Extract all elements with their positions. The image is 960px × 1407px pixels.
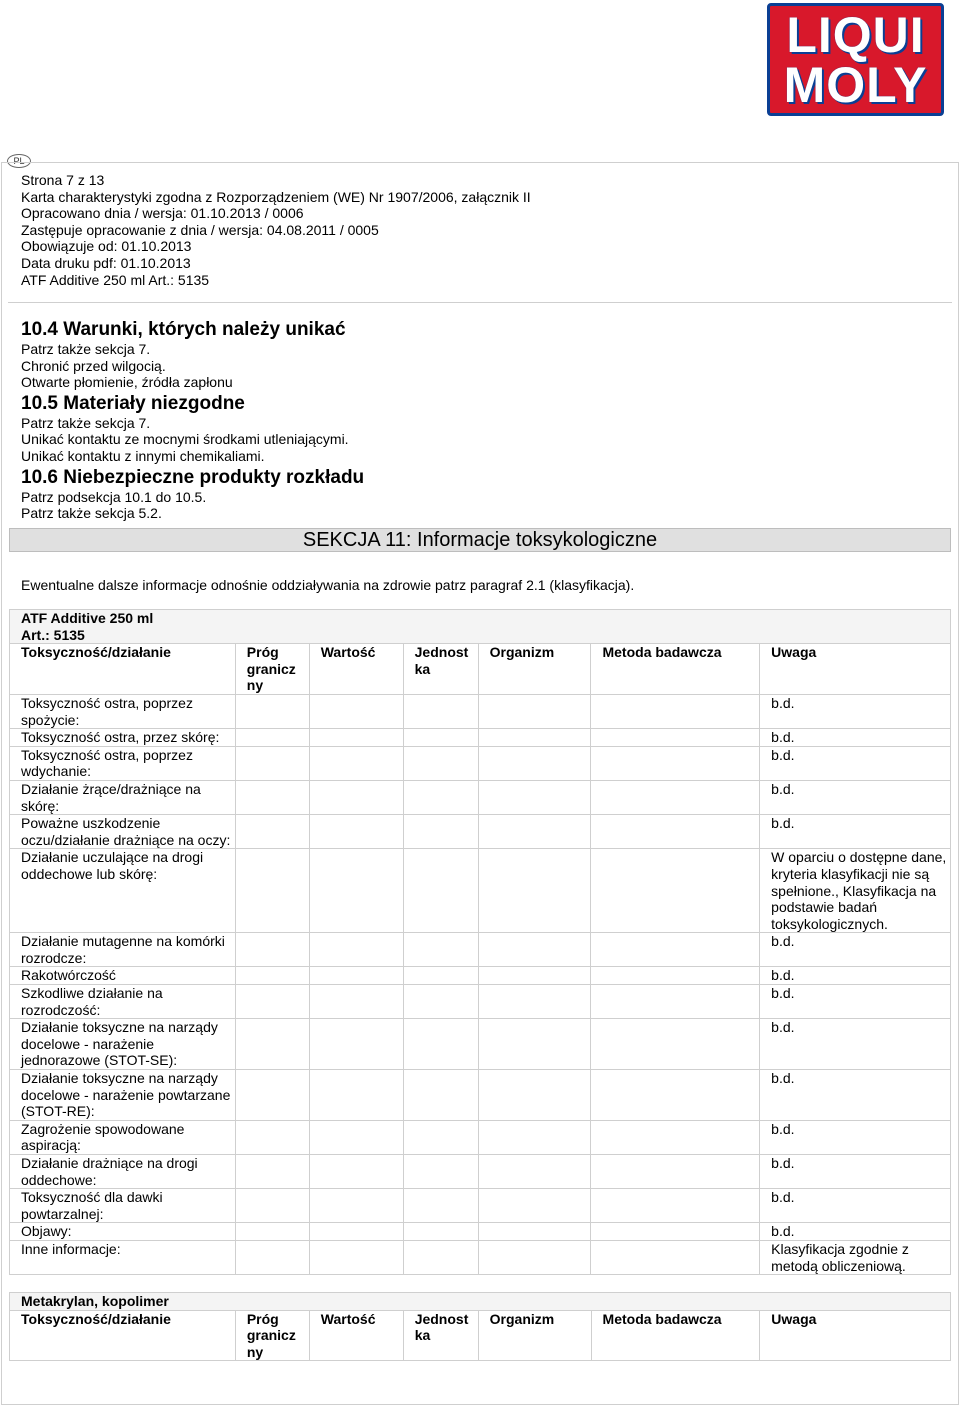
replaces-version: Zastępuje opracowanie z dnia / wersja: 04.08.2011 / 0005	[21, 221, 379, 238]
print-date: Data druku pdf: 01.10.2013	[21, 254, 191, 271]
liqui-moly-logo	[767, 3, 944, 116]
empty-cell	[478, 985, 591, 1019]
table-row	[10, 729, 951, 747]
empty-cell	[235, 780, 309, 814]
empty-cell	[478, 746, 591, 780]
empty-cell	[478, 1070, 591, 1121]
effect-cell: Rakotwórczość	[10, 967, 236, 985]
empty-cell	[403, 694, 478, 728]
section-11-title-bar	[9, 528, 951, 552]
col-unit: Jednost ka	[403, 644, 478, 695]
empty-cell	[403, 933, 478, 967]
empty-cell	[591, 815, 760, 849]
effect-cell: Toksyczność ostra, poprzez spożycie:	[10, 694, 236, 728]
table-row	[10, 1189, 951, 1223]
remark-cell: b.d.	[760, 967, 951, 985]
empty-cell	[478, 780, 591, 814]
empty-cell	[235, 1070, 309, 1121]
product-name-line: ATF Additive 250 ml	[21, 610, 154, 626]
effect-cell: Toksyczność dla dawki powtarzalnej:	[10, 1189, 236, 1223]
section-title: Warunki, których należy unikać	[63, 319, 346, 340]
section-text: Patrz także sekcja 7.	[21, 341, 151, 357]
effect-cell: Działanie uczulające na drogi oddechowe lub skórę:	[10, 849, 236, 933]
empty-cell	[403, 1240, 478, 1274]
col-remark: Uwaga	[760, 644, 951, 695]
col-method: Metoda badawcza	[591, 644, 760, 695]
col-threshold: Próg granicz ny	[235, 644, 309, 695]
remark-cell: b.d.	[760, 1019, 951, 1070]
empty-cell	[478, 1019, 591, 1070]
table-row	[10, 746, 951, 780]
empty-cell	[478, 729, 591, 747]
section-number: 10.6	[21, 466, 58, 488]
col-threshold: Próg granicz ny	[235, 1310, 309, 1361]
remark-cell: b.d.	[760, 1189, 951, 1223]
empty-cell	[478, 1240, 591, 1274]
section-title: Niebezpieczne produkty rozkładu	[63, 466, 365, 488]
table-row	[10, 849, 951, 933]
empty-cell	[235, 815, 309, 849]
remark-cell: b.d.	[760, 729, 951, 747]
toxicology-table-component	[9, 1292, 951, 1361]
empty-cell	[309, 1155, 403, 1189]
component-name	[10, 1293, 951, 1311]
section-title: Materiały niezgodne	[63, 392, 245, 414]
empty-cell	[235, 933, 309, 967]
remark-cell: Klasyfikacja zgodnie z metodą obliczeniową.	[760, 1240, 951, 1274]
section-number: 10.5	[21, 392, 58, 414]
logo-line2: MOLY	[783, 56, 928, 113]
table-row	[10, 1240, 951, 1274]
col-unit: Jednost ka	[403, 1310, 478, 1361]
empty-cell	[309, 694, 403, 728]
empty-cell	[235, 1223, 309, 1241]
effect-cell: Szkodliwe działanie na rozrodczość:	[10, 985, 236, 1019]
table-header-row	[10, 644, 951, 695]
effect-cell: Działanie mutagenne na komórki rozrodcze:	[10, 933, 236, 967]
section-10-5-heading	[21, 393, 364, 415]
empty-cell	[235, 1189, 309, 1223]
section-text: Patrz podsekcja 10.1 do 10.5.	[21, 488, 207, 505]
empty-cell	[591, 1120, 760, 1154]
table-row	[10, 1155, 951, 1189]
empty-cell	[403, 849, 478, 933]
empty-cell	[403, 985, 478, 1019]
effect-cell: Działanie toksyczne na narządy docelowe - narażenie jednorazowe (STOT-SE):	[10, 1019, 236, 1070]
effect-cell: Objawy:	[10, 1223, 236, 1241]
valid-from: Obowiązuje od: 01.10.2013	[21, 238, 192, 255]
empty-cell	[591, 985, 760, 1019]
remark-cell: b.d.	[760, 933, 951, 967]
empty-cell	[478, 1120, 591, 1154]
section-11-note: Ewentualne dalsze informacje odnośnie oddziaływania na zdrowie patrz paragraf 2.1 (klasyfikacja).	[21, 577, 635, 593]
empty-cell	[309, 967, 403, 985]
remark-cell: b.d.	[760, 780, 951, 814]
empty-cell	[403, 1223, 478, 1241]
empty-cell	[591, 1223, 760, 1241]
empty-cell	[591, 933, 760, 967]
empty-cell	[235, 985, 309, 1019]
col-method: Metoda badawcza	[591, 1310, 760, 1361]
table-row	[10, 1070, 951, 1121]
empty-cell	[591, 1070, 760, 1121]
section-text: Patrz także sekcja 5.2.	[21, 505, 162, 522]
effect-cell: Toksyczność ostra, przez skórę:	[10, 729, 236, 747]
section-number: 10.4	[21, 319, 58, 340]
section-text: Chronić przed wilgocią.	[21, 357, 166, 374]
section-10-4-heading	[21, 319, 364, 341]
empty-cell	[403, 815, 478, 849]
table-header-row	[10, 1310, 951, 1361]
header-divider	[8, 302, 952, 303]
remark-cell: b.d.	[760, 815, 951, 849]
page-number: Strona 7 z 13	[21, 172, 105, 188]
product-article-line: Art.: 5135	[21, 626, 85, 643]
col-effect: Toksyczność/działanie	[10, 1310, 236, 1361]
empty-cell	[403, 746, 478, 780]
empty-cell	[309, 1189, 403, 1223]
empty-cell	[403, 1070, 478, 1121]
effect-cell: Toksyczność ostra, poprzez wdychanie:	[10, 746, 236, 780]
table-row	[10, 1120, 951, 1154]
empty-cell	[235, 746, 309, 780]
document-title: Karta charakterystyki zgodna z Rozporządzeniem (WE) Nr 1907/2006, załącznik II	[21, 188, 531, 205]
section-10	[21, 317, 364, 522]
empty-cell	[591, 729, 760, 747]
empty-cell	[235, 1240, 309, 1274]
empty-cell	[591, 694, 760, 728]
remark-cell: b.d.	[760, 1223, 951, 1241]
component-name-line: Metakrylan, kopolimer	[21, 1293, 169, 1309]
empty-cell	[235, 1019, 309, 1070]
empty-cell	[478, 1189, 591, 1223]
empty-cell	[403, 1120, 478, 1154]
remark-cell: b.d.	[760, 1120, 951, 1154]
empty-cell	[235, 1155, 309, 1189]
section-10-6-heading	[21, 467, 364, 489]
empty-cell	[591, 967, 760, 985]
empty-cell	[478, 815, 591, 849]
empty-cell	[403, 780, 478, 814]
table-row	[10, 1223, 951, 1241]
effect-cell: Inne informacje:	[10, 1240, 236, 1274]
remark-cell: b.d.	[760, 1155, 951, 1189]
effect-cell: Działanie żrące/drażniące na skórę:	[10, 780, 236, 814]
effect-cell: Poważne uszkodzenie oczu/działanie drażniące na oczy:	[10, 815, 236, 849]
table-row	[10, 933, 951, 967]
remark-cell: b.d.	[760, 746, 951, 780]
empty-cell	[591, 780, 760, 814]
empty-cell	[235, 967, 309, 985]
prepared-date: Opracowano dnia / wersja: 01.10.2013 / 0006	[21, 205, 304, 222]
empty-cell	[309, 1240, 403, 1274]
empty-cell	[309, 1120, 403, 1154]
remark-cell: W oparciu o dostępne dane, kryteria klasyfikacji nie są spełnione., Klasyfikacja na podstawie badań toksykologicznych.	[760, 849, 951, 933]
empty-cell	[591, 1189, 760, 1223]
product-header-row	[10, 610, 951, 644]
empty-cell	[403, 1155, 478, 1189]
logo-line1: LIQUI	[786, 6, 925, 63]
table-row	[10, 985, 951, 1019]
empty-cell	[403, 1189, 478, 1223]
component-header-row	[10, 1293, 951, 1311]
empty-cell	[403, 729, 478, 747]
empty-cell	[478, 1223, 591, 1241]
empty-cell	[309, 933, 403, 967]
empty-cell	[591, 1240, 760, 1274]
effect-cell: Zagrożenie spowodowane aspiracją:	[10, 1120, 236, 1154]
empty-cell	[309, 849, 403, 933]
empty-cell	[478, 1155, 591, 1189]
empty-cell	[403, 967, 478, 985]
col-value: Wartość	[309, 644, 403, 695]
empty-cell	[309, 1070, 403, 1121]
empty-cell	[235, 694, 309, 728]
empty-cell	[591, 849, 760, 933]
empty-cell	[309, 1019, 403, 1070]
empty-cell	[403, 1019, 478, 1070]
col-value: Wartość	[309, 1310, 403, 1361]
table-row	[10, 815, 951, 849]
empty-cell	[591, 746, 760, 780]
remark-cell: b.d.	[760, 1070, 951, 1121]
section-text: Otwarte płomienie, źródła zapłonu	[21, 374, 233, 391]
empty-cell	[309, 815, 403, 849]
col-organism: Organizm	[478, 644, 591, 695]
remark-cell: b.d.	[760, 985, 951, 1019]
remark-cell: b.d.	[760, 694, 951, 728]
table-row	[10, 967, 951, 985]
table-row	[10, 694, 951, 728]
empty-cell	[591, 1155, 760, 1189]
empty-cell	[591, 1019, 760, 1070]
section-text: Unikać kontaktu z innymi chemikaliami.	[21, 447, 265, 464]
toxicology-table-product	[9, 609, 951, 1275]
col-remark: Uwaga	[760, 1310, 951, 1361]
document-header	[21, 172, 531, 288]
empty-cell	[309, 1223, 403, 1241]
empty-cell	[235, 1120, 309, 1154]
product-name	[10, 610, 951, 644]
section-text: Patrz także sekcja 7.	[21, 414, 151, 431]
table-row	[10, 780, 951, 814]
empty-cell	[235, 849, 309, 933]
section-text: Unikać kontaktu ze mocnymi środkami utleniającymi.	[21, 431, 349, 448]
empty-cell	[309, 746, 403, 780]
table-row	[10, 1019, 951, 1070]
effect-cell: Działanie toksyczne na narządy docelowe - narażenie powtarzane (STOT-RE):	[10, 1070, 236, 1121]
empty-cell	[235, 729, 309, 747]
empty-cell	[478, 849, 591, 933]
empty-cell	[309, 780, 403, 814]
section-11-title: SEKCJA 11: Informacje toksykologiczne	[302, 529, 658, 551]
effect-cell: Działanie drażniące na drogi oddechowe:	[10, 1155, 236, 1189]
empty-cell	[478, 694, 591, 728]
product-line: ATF Additive 250 ml Art.: 5135	[21, 271, 210, 288]
language-badge: PL	[7, 154, 31, 168]
col-organism: Organizm	[478, 1310, 591, 1361]
empty-cell	[309, 729, 403, 747]
empty-cell	[478, 967, 591, 985]
empty-cell	[478, 933, 591, 967]
col-effect: Toksyczność/działanie	[10, 644, 236, 695]
empty-cell	[309, 985, 403, 1019]
